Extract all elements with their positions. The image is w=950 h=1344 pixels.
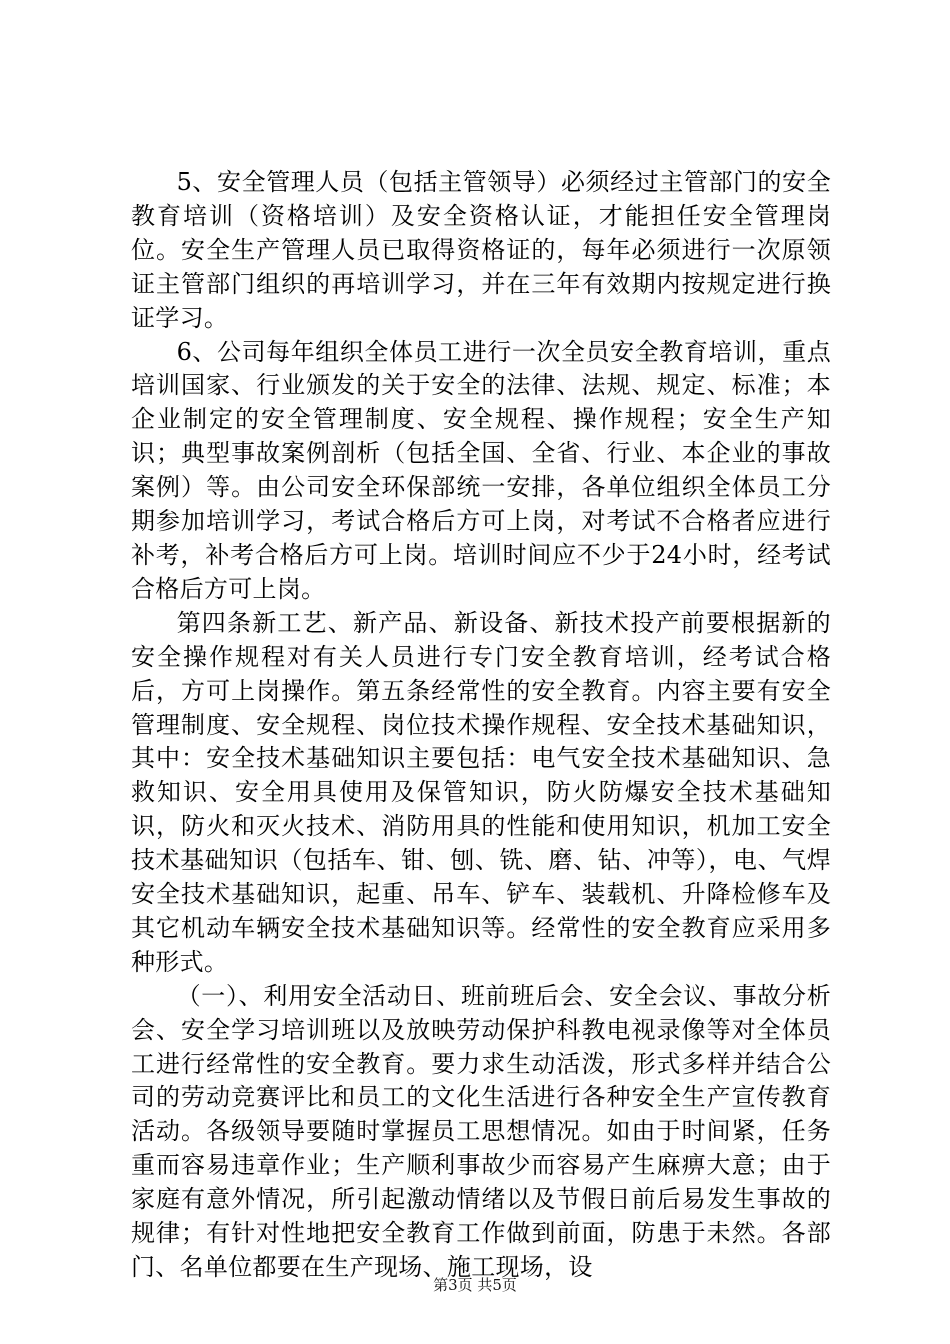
paragraph-item-6: 6、公司每年组织全体员工进行一次全员安全教育培训，重点培训国家、行业颁发的关于安全的法律、法规、规定、标准；本企业制定的安全管理制度、安全规程、操作规程；安全生产知识；典型事故案例剖析（包括全国、全省、行业、本企业的事故案例）等。由公司安全环保部统一安排，各单位组织全体员工分期参加培训学习，考试合格后方可上岗，对考试不合格者应进行补考，补考合格后方可上岗。培训时间应不少于24小时，经考试合格后方可上岗。 xyxy=(131,337,831,603)
paragraph-section-1: （一）、利用安全活动日、班前班后会、安全会议、事故分析会、安全学习培训班以及放映劳动保护科教电视录像等对全体员工进行经常性的安全教育。要力求生动活泼，形式多样并结合公司的劳动竞赛评比和员工的文化生活进行各种安全生产宣传教育活动。各级领导要随时掌握员工思想情况。如由于时间紧，任务重而容易违章作业；生产顺利事故少而容易产生麻痹大意；由于家庭有意外情况，所引起激动情绪以及节假日前后易发生事故的规律；有针对性地把安全教育工作做到前面，防患于未然。各部门、名单位都要在生产现场、施工现场，设 xyxy=(131,981,831,1281)
page-number-footer: 第3页 共5页 xyxy=(433,1276,517,1294)
paragraph-article-4-5: 第四条新工艺、新产品、新设备、新技术投产前要根据新的安全操作规程对有关人员进行专门安全教育培训，经考试合格后，方可上岗操作。第五条经常性的安全教育。内容主要有安全管理制度、安全规程、岗位技术操作规程、安全技术基础知识，其中：安全技术基础知识主要包括：电气安全技术基础知识、急救知识、安全用具使用及保管知识，防火防爆安全技术基础知识，防火和灭火技术、消防用具的性能和使用知识，机加工安全技术基础知识（包括车、钳、刨、铣、磨、钻、冲等），电、气焊安全技术基础知识，起重、吊车、铲车、装载机、升降检修车及其它机动车辆安全技术基础知识等。经常性的安全教育应采用多种形式。 xyxy=(131,608,831,976)
document-body xyxy=(131,166,831,1285)
paragraph-item-5: 5、安全管理人员（包括主管领导）必须经过主管部门的安全教育培训（资格培训）及安全资格认证，才能担任安全管理岗位。安全生产管理人员已取得资格证的，每年必须进行一次原领证主管部门组织的再培训学习，并在三年有效期内按规定进行换证学习。 xyxy=(131,168,831,332)
